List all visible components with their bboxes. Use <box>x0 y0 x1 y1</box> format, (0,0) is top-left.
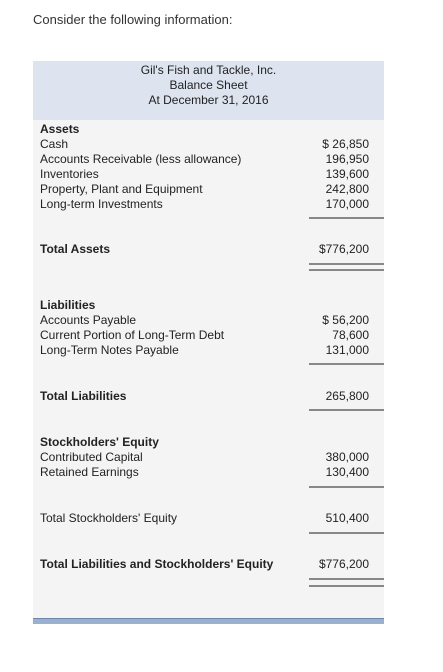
grand-total-label: Total Liabilities and Stockholders' Equity <box>40 557 274 571</box>
total-assets-label: Total Assets <box>40 242 111 256</box>
liability-value: 78,600 <box>332 328 369 342</box>
total-liabilities-value: 265,800 <box>325 389 369 403</box>
asset-label: Property, Plant and Equipment <box>40 182 203 196</box>
asset-value: 139,600 <box>325 167 369 181</box>
liabilities-heading: Liabilities <box>40 298 96 312</box>
double-rule-top <box>309 263 384 265</box>
double-rule-bottom <box>309 585 384 587</box>
liability-label: Current Portion of Long-Term Debt <box>40 328 225 342</box>
asset-label: Inventories <box>40 167 99 181</box>
liability-label: Long-Term Notes Payable <box>40 343 179 357</box>
total-equity-value: 510,400 <box>325 511 369 525</box>
equity-value: 380,000 <box>325 450 369 464</box>
subtotal-rule <box>309 486 384 488</box>
statement-title: Balance Sheet <box>169 78 248 92</box>
company-name: Gil's Fish and Tackle, Inc. <box>140 63 277 77</box>
asset-label: Accounts Receivable (less allowance) <box>40 152 242 166</box>
total-liabilities-label: Total Liabilities <box>40 389 127 403</box>
asset-value: 242,800 <box>325 182 369 196</box>
liability-value: 131,000 <box>325 343 369 357</box>
table-bottom-border <box>33 618 384 624</box>
total-assets-value: $776,200 <box>318 242 369 256</box>
asset-label: Cash <box>40 137 69 151</box>
assets-heading: Assets <box>40 122 80 136</box>
double-rule-top <box>309 578 384 580</box>
liability-value: $ 56,200 <box>322 313 369 327</box>
subtotal-rule <box>309 409 384 411</box>
grand-total-value: $776,200 <box>318 557 369 571</box>
asset-value: 170,000 <box>325 197 369 211</box>
equity-label: Contributed Capital <box>40 450 143 464</box>
total-equity-label: Total Stockholders' Equity <box>40 511 178 525</box>
equity-heading: Stockholders' Equity <box>40 435 159 449</box>
asset-value: 196,950 <box>325 152 369 166</box>
double-rule-bottom <box>309 269 384 271</box>
intro-text: Consider the following information: <box>33 12 233 27</box>
equity-label: Retained Earnings <box>40 465 139 479</box>
liability-label: Accounts Payable <box>40 313 137 327</box>
subtotal-rule <box>309 217 384 219</box>
subtotal-rule <box>309 363 384 365</box>
asset-label: Long-term Investments <box>40 197 163 211</box>
equity-value: 130,400 <box>325 465 369 479</box>
subtotal-rule <box>309 532 384 534</box>
asset-value: $ 26,850 <box>322 137 369 151</box>
statement-date: At December 31, 2016 <box>148 93 269 107</box>
